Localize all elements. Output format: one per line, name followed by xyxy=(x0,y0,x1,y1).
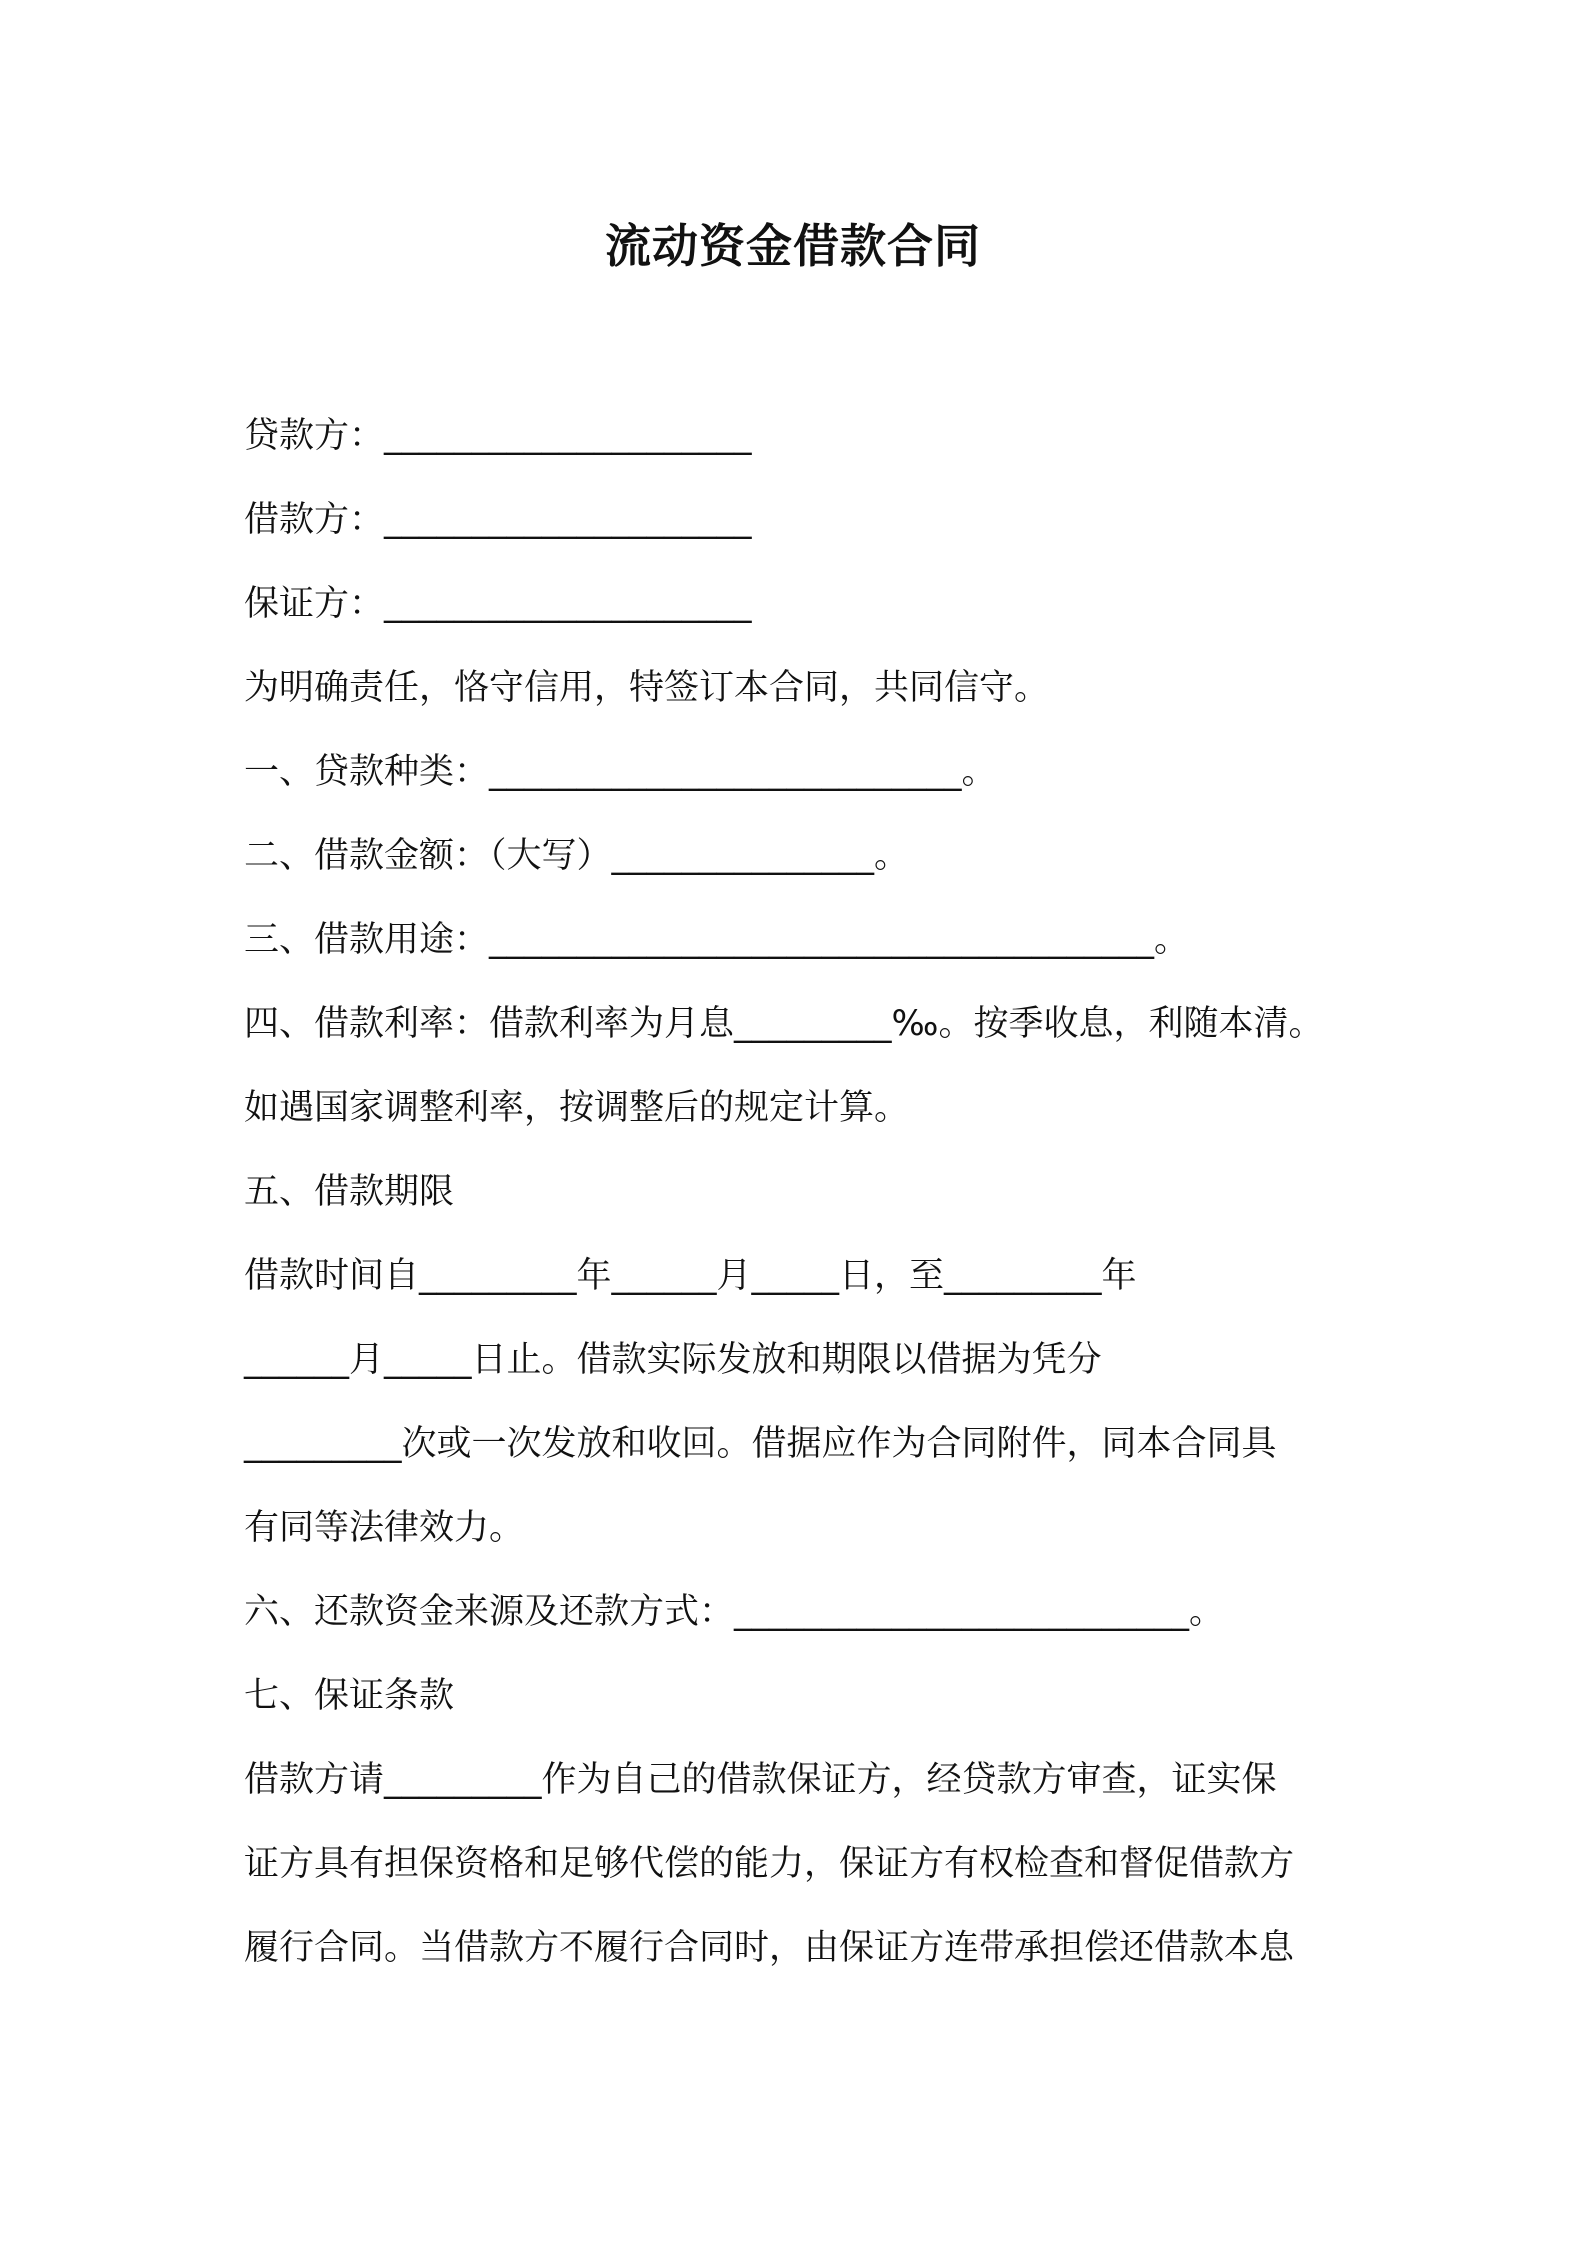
guarantee-line-3: 履行合同。当借款方不履行合同时，由保证方连带承担偿还借款本息 xyxy=(244,1928,1295,1968)
borrower-field-line: 借款方：_____________________ xyxy=(244,500,752,540)
guarantee-line-1: 借款方请_________作为自己的借款保证方，经贷款方审查，证实保 xyxy=(244,1760,1277,1800)
clause-loan-amount: 二、借款金额：（大写）_______________。 xyxy=(244,836,910,876)
clause-guarantee-heading: 七、保证条款 xyxy=(244,1676,455,1716)
clause-loan-purpose: 三、借款用途：______________________________________。 xyxy=(244,920,1190,960)
clause-repayment: 六、还款资金来源及还款方式：__________________________。 xyxy=(244,1592,1225,1632)
document-title: 流动资金借款合同 xyxy=(605,219,981,273)
loan-term-line-2: ______月_____日止。借款实际发放和期限以借据为凭分 xyxy=(244,1340,1102,1380)
clause-loan-term-heading: 五、借款期限 xyxy=(244,1172,455,1212)
preamble-line: 为明确责任，恪守信用，特签订本合同，共同信守。 xyxy=(244,668,1050,708)
lender-field-line: 贷款方：_____________________ xyxy=(244,416,752,456)
clause-interest-rate: 四、借款利率：借款利率为月息_________‰。按季收息，利随本清。 xyxy=(244,1004,1324,1044)
guarantor-field-line: 保证方：_____________________ xyxy=(244,584,752,624)
loan-term-line-1: 借款时间自_________年______月_____日，至_________年 xyxy=(244,1256,1137,1296)
clause-interest-rate-cont: 如遇国家调整利率，按调整后的规定计算。 xyxy=(244,1088,910,1128)
clause-loan-type: 一、贷款种类：___________________________。 xyxy=(244,752,997,792)
loan-term-line-3: _________次或一次发放和收回。借据应作为合同附件，同本合同具 xyxy=(244,1424,1277,1464)
guarantee-line-2: 证方具有担保资格和足够代偿的能力，保证方有权检查和督促借款方 xyxy=(244,1844,1295,1884)
loan-term-line-4: 有同等法律效力。 xyxy=(244,1508,525,1548)
